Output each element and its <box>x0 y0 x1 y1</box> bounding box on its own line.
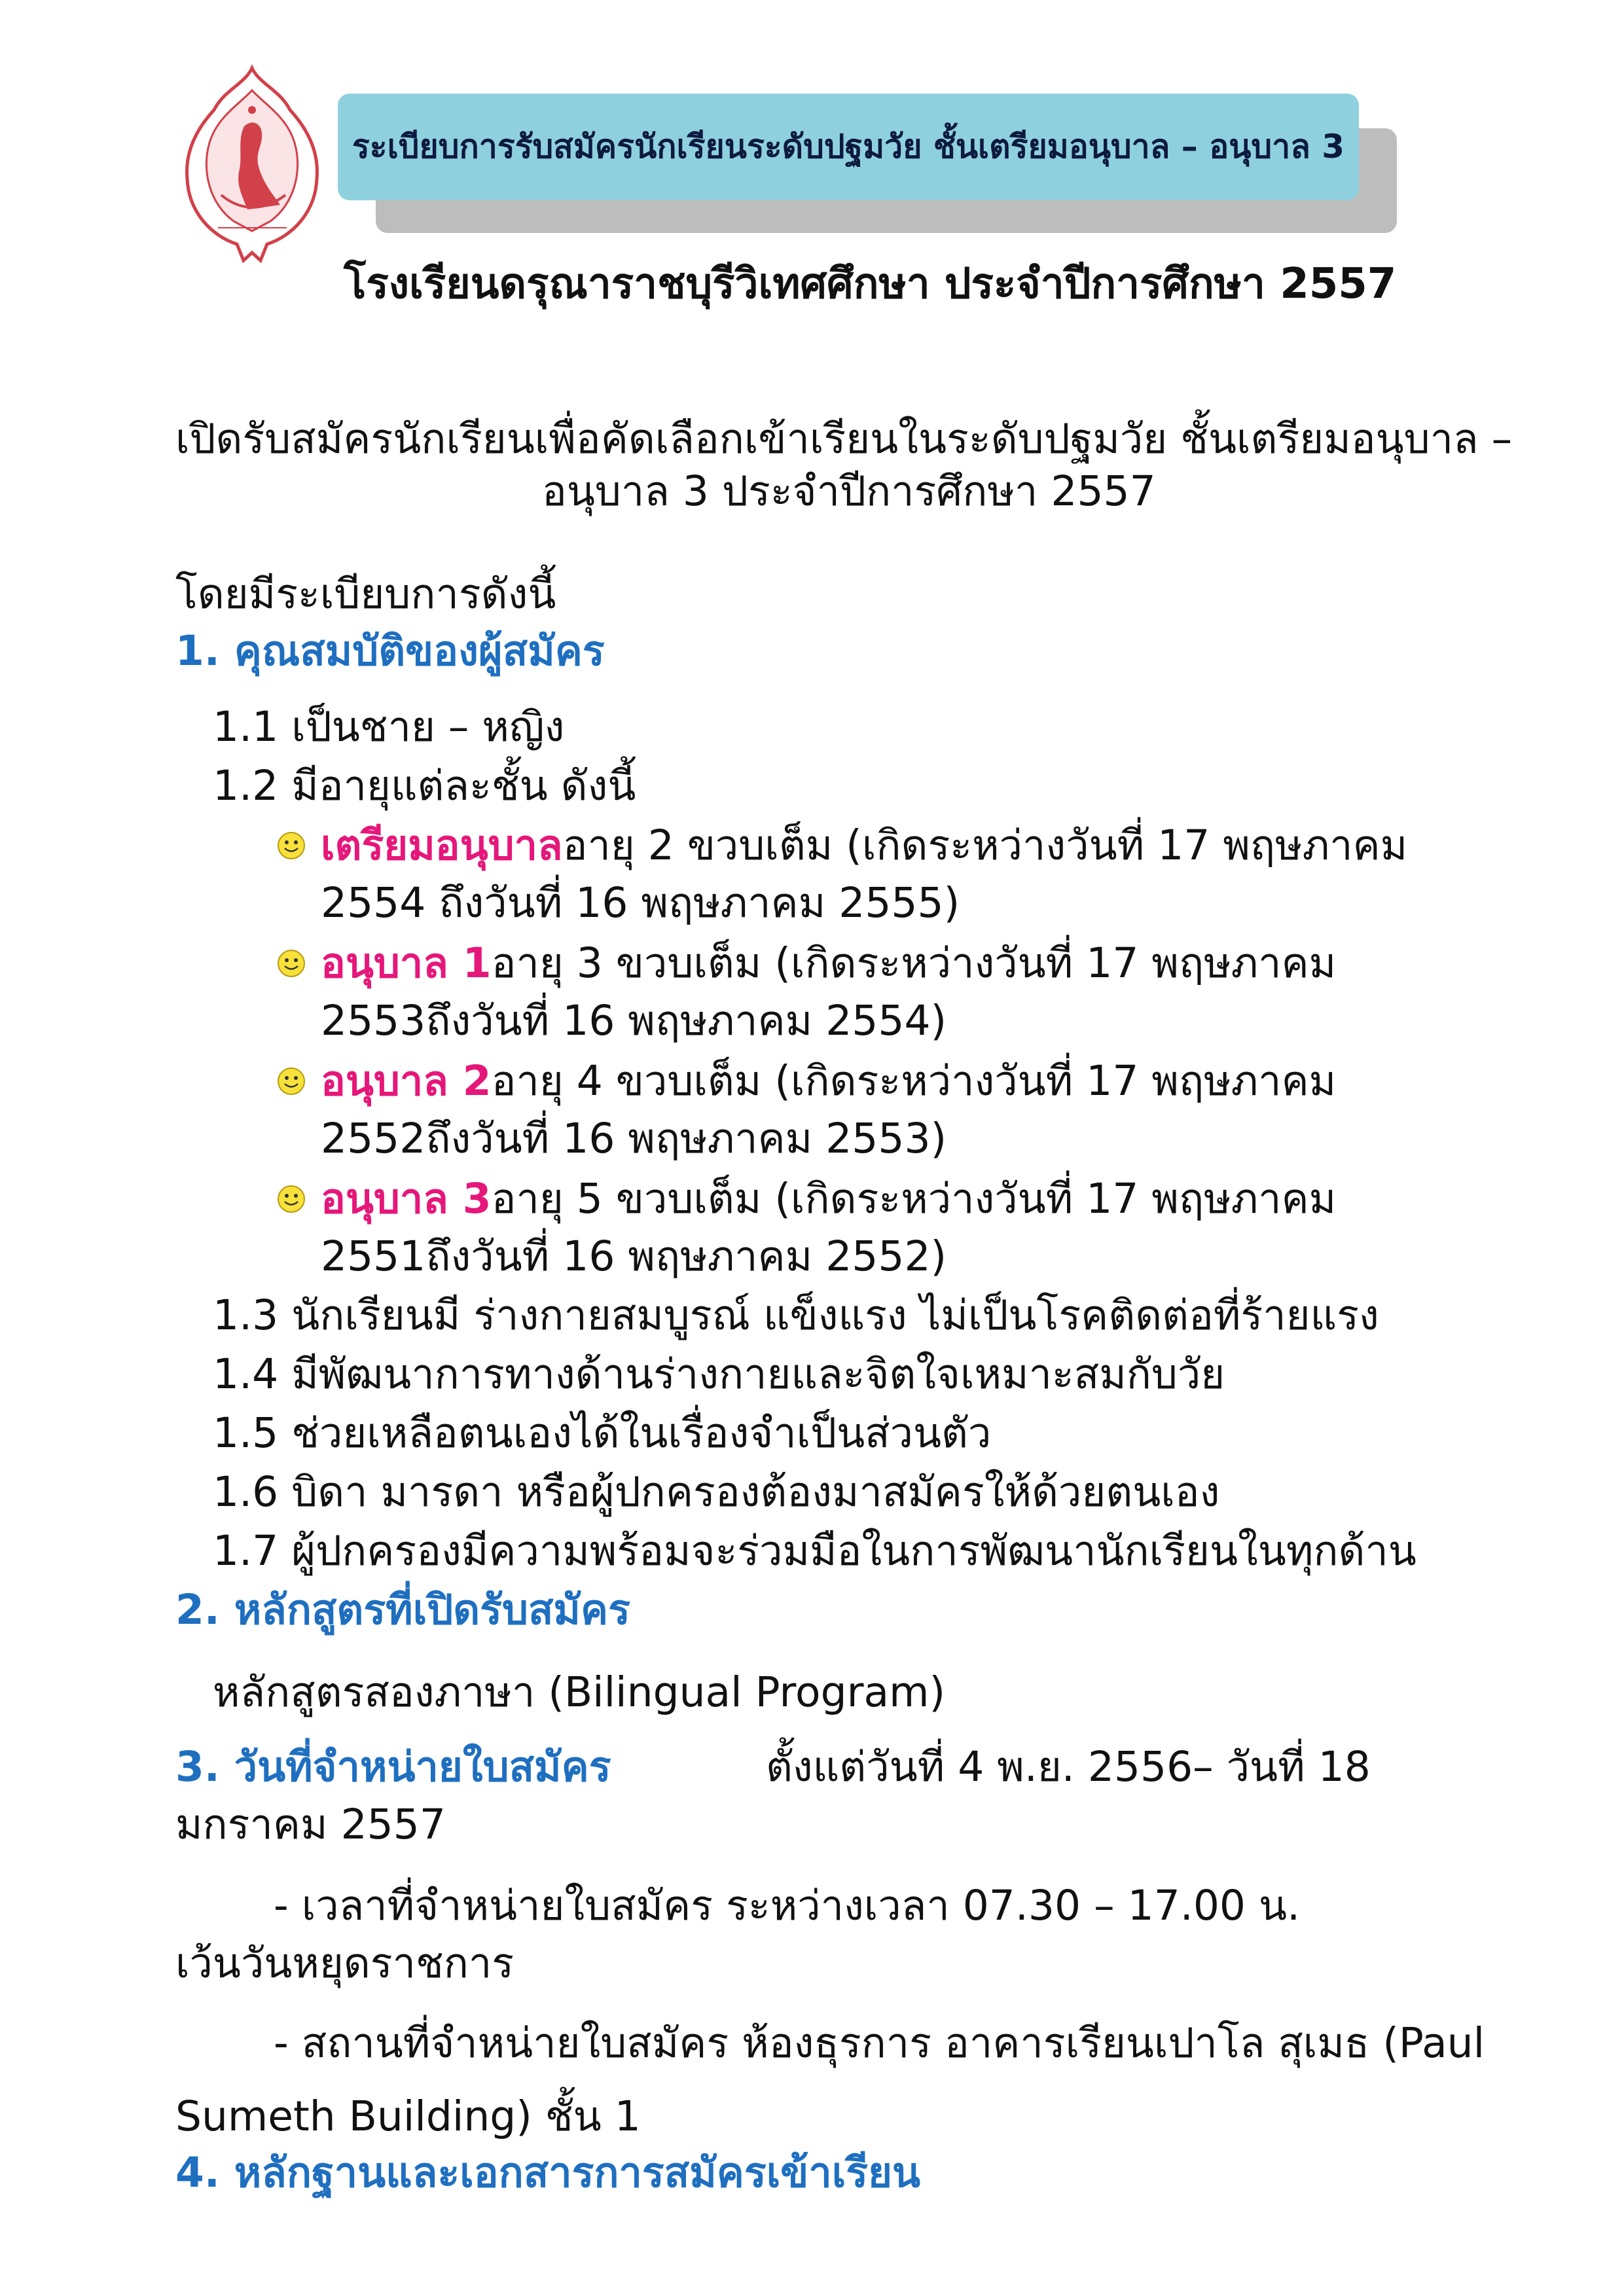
sale-date-cont: มกราคม 2557 <box>175 1801 446 1848</box>
item-1-7: 1.7 ผู้ปกครองมีความพร้อมจะร่วมมือในการพัฒนานักเรียนในทุกด้าน <box>213 1527 1416 1575</box>
level-detail: อายุ 3 ขวบเต็ม (เกิดระหว่างวันที่ 17 พฤษภาคม <box>491 939 1337 987</box>
school-title: โรงเรียนดรุณาราชบุรีวิเทศศึกษา ประจำปีการศึกษา 2557 <box>344 260 1397 308</box>
intro-line-2: อนุบาล 3 ประจำปีการศึกษา 2557 <box>542 467 1156 515</box>
item-1-1: 1.1 เป็นชาย – หญิง <box>213 703 565 751</box>
level-row <box>321 1170 1336 1228</box>
item-1-2: 1.2 มีอายุแต่ละชั้น ดังนี้ <box>213 762 636 810</box>
program-text: หลักสูตรสองภาษา (Bilingual Program) <box>213 1668 946 1716</box>
smiley-face-icon <box>276 1184 306 1214</box>
level-name: อนุบาล 2 <box>321 1057 492 1105</box>
item-1-5: 1.5 ช่วยเหลือตนเองได้ในเรื่องจำเป็นส่วนตัว <box>213 1409 992 1457</box>
section4-heading: 4. หลักฐานและเอกสารการสมัครเข้าเรียน <box>175 2149 921 2197</box>
item-1-6: 1.6 บิดา มารดา หรือผู้ปกครองต้องมาสมัครให้ด้วยตนเอง <box>213 1468 1220 1516</box>
sale-place-line-1: - สถานที่จำหน่ายใบสมัคร ห้องธุรการ อาคารเรียนเปาโล สุเมธ (Paul <box>274 2019 1485 2067</box>
banner-title: ระเบียบการรับสมัครนักเรียนระดับปฐมวัย ชั้นเตรียมอนุบาล – อนุบาล 3 <box>352 128 1345 166</box>
level-detail: อายุ 5 ขวบเต็ม (เกิดระหว่างวันที่ 17 พฤษภาคม <box>491 1175 1337 1223</box>
smiley-face-icon <box>276 948 306 978</box>
section1-heading: 1. คุณสมบัติของผู้สมัคร <box>175 627 605 675</box>
smiley-face-icon <box>276 831 306 861</box>
section2-heading: 2. หลักสูตรที่เปิดรับสมัคร <box>175 1586 630 1634</box>
smiley-face-icon <box>276 1066 306 1096</box>
header-banner <box>338 94 1359 200</box>
level-row <box>321 935 1336 992</box>
level-detail-cont: 2554 ถึงวันที่ 16 พฤษภาคม 2555) <box>321 879 960 927</box>
level-detail: อายุ 2 ขวบเต็ม (เกิดระหว่างวันที่ 17 พฤษภาคม <box>562 821 1408 869</box>
item-1-3: 1.3 นักเรียนมี ร่างกายสมบูรณ์ แข็งแรง ไม่เป็นโรคติดต่อที่ร้ายแรง <box>213 1291 1379 1339</box>
level-detail: อายุ 4 ขวบเต็ม (เกิดระหว่างวันที่ 17 พฤษภาคม <box>491 1057 1337 1105</box>
rules-intro: โดยมีระเบียบการดังนี้ <box>175 570 556 618</box>
level-detail-cont: 2552ถึงวันที่ 16 พฤษภาคม 2553) <box>321 1115 947 1162</box>
level-name: อนุบาล 1 <box>321 939 492 987</box>
intro-line-1: เปิดรับสมัครนักเรียนเพื่อคัดเลือกเข้าเรียนในระดับปฐมวัย ชั้นเตรียมอนุบาล – <box>175 415 1513 463</box>
level-row <box>321 817 1407 874</box>
school-emblem-icon <box>182 64 322 267</box>
level-name: อนุบาล 3 <box>321 1175 492 1223</box>
section3-heading: 3. วันที่จำหน่ายใบสมัคร <box>175 1743 611 1791</box>
item-1-4: 1.4 มีพัฒนาการทางด้านร่างกายและจิตใจเหมาะสมกับวัย <box>213 1350 1225 1398</box>
level-detail-cont: 2553ถึงวันที่ 16 พฤษภาคม 2554) <box>321 997 947 1045</box>
level-row <box>321 1052 1336 1110</box>
sale-date-range: ตั้งแต่วันที่ 4 พ.ย. 2556– วันที่ 18 <box>766 1743 1371 1791</box>
sale-place-line-2: Sumeth Building) ชั้น 1 <box>175 2092 641 2140</box>
level-detail-cont: 2551ถึงวันที่ 16 พฤษภาคม 2552) <box>321 1232 947 1280</box>
sale-time-line-1: - เวลาที่จำหน่ายใบสมัคร ระหว่างเวลา 07.30 – 17.00 น. <box>274 1882 1301 1929</box>
level-name: เตรียมอนุบาล <box>321 821 563 869</box>
sale-time-line-2: เว้นวันหยุดราชการ <box>175 1939 514 1987</box>
